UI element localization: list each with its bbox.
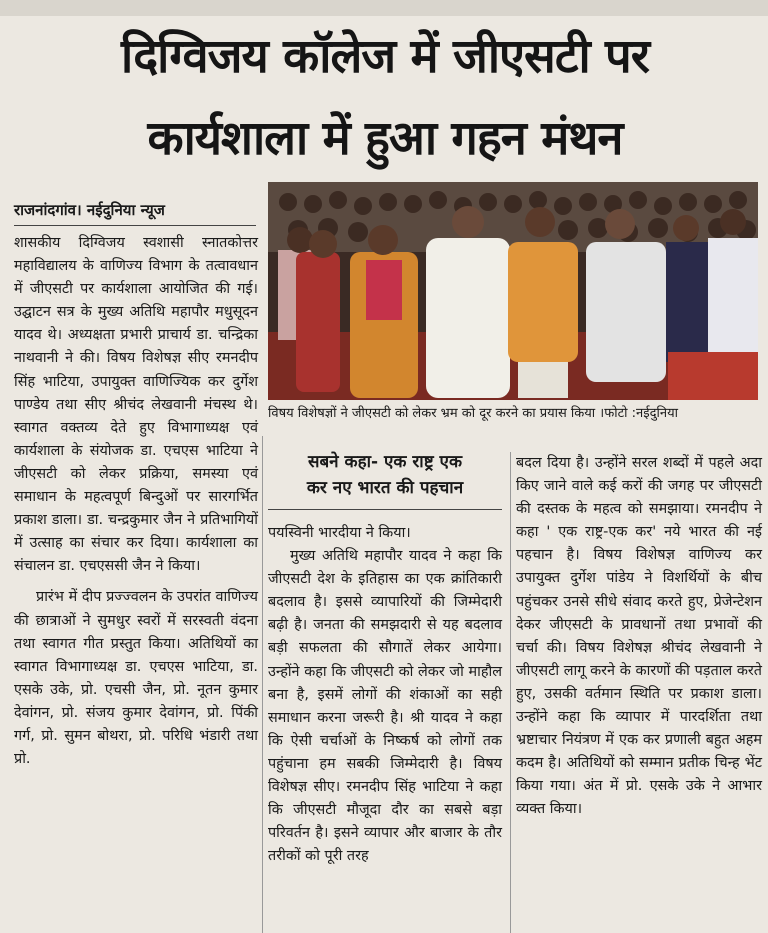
subheadline: [268, 449, 502, 501]
column-1-paragraph-1: शासकीय दिग्विजय स्वशासी स्नातकोत्तर महाविद्यालय के वाणिज्य विभाग के तत्वावधान में जीएसटी पर कार्यशाला आयोजित की गई। उद्घाटन सत्र के मुख्य अतिथि महापौर मधुसूदन यादव थे। अध्यक्षता प्रभारी प्राचार्य डा. चन्द्रिका नाथवानी ने की। विषय विशेषज्ञ सीए रमनदीप सिंह भाटिया, उपायुक्त वाणिज्यिक कर दुर्गेश पाण्डेय तथा सीए श्रीचंद लेखवानी मंचस्थ थे। स्वागत वक्तव्य देते हुए विभागाध्यक्ष एवं कार्यशाला के संयोजक डा. एचएस भाटिया ने जीएसटी को लेकर प्रक्रिया, समस्या एवं समाधान के महत्वपूर्ण बिन्दुओं पर सारगर्भित प्रकाश डाला। डा. चन्द्रकुमार जैन ने प्रतिभागियों में उत्साह का संचार कर दिया। कार्यशाला का संचालन डा. एचएससी जैन ने किया।: [14, 235, 258, 575]
dateline-rule: [14, 225, 256, 226]
column-1-paragraph-2: प्रारंभ में दीप प्रज्ज्वलन के उपरांत वाणिज्य की छात्राओं ने सुमधुर स्वरों में सरस्वती वंदना तथा स्वागत गीत प्रस्तुत किया। अतिथियों का स्वागत विभागाध्यक्ष डा. एचएस भाटिया, डा. एसके उके, प्रो. एचसी जैन, प्रो. नूतन कुमार देवांगन, प्रो. संजय कुमार देवांगन, प्रो. पिंकी गर्ग, प्रो. सुमन बोथरा, प्रो. परिधि भंडारी तथा प्रो.: [14, 589, 258, 768]
photo-caption: विषय विशेषज्ञों ने जीएसटी को लेकर भ्रम को दूर करने का प्रयास किया ।फोटो :नईदुनिया: [268, 406, 679, 421]
headline: [10, 16, 760, 180]
column-2-paragraph-2: मुख्य अतिथि महापौर यादव ने कहा कि जीएसटी देश के इतिहास का एक क्रांतिकारी बदलाव है। इससे व्यापारियों की जिम्मेदारी बढ़ी है। जनता की समझदारी से यह बदलाव बड़ी सफलता की सौगातें लेकर आयेगा। उन्होंने कहा कि जीएसटी को लेकर जो माहौल बना है, इसमें लोगों की शंकाओं का सही समाधान करना जरूरी है। श्री यादव ने कहा कि ऐसी चर्चाओं के निष्कर्ष को लोगों तक पहुंचाना हम सबकी जिम्मेदारी है। विषय विशेषज्ञ सीए। रमनदीप सिंह भाटिया ने कहा कि जीएसटी मौजूदा दौर का सबसे बड़ा परिवर्तन है। इसने व्यापार और बाजार के तौर तरीकों को पूरी तरह: [268, 548, 502, 865]
headline-line-2: कार्यशाला में हुआ गहन मंथन: [147, 111, 623, 166]
dateline: राजनांदगांव। नईदुनिया न्यूज: [14, 201, 165, 219]
page-top-strip: [0, 0, 768, 16]
column-divider-1: [262, 436, 263, 933]
article-column-3: [516, 452, 762, 822]
headline-line-1: दिग्विजय कॉलेज में जीएसटी पर: [121, 29, 649, 84]
column-3-paragraph-1: बदल दिया है। उन्होंने सरल शब्दों में पहले अदा किए जाने वाले कई करों की जगह पर जीएसटी की दस्तक के महत्व को समझाया। रमनदीप ने कहा ' एक राष्ट्र-एक कर' नये भारत की नई पहचान है। विषय विशेषज्ञ वाणिज्य कर उपायुक्त दुर्गेश पांडेय ने विशर्थियों के बीच पहुंचकर उनसे सीधे संवाद करते हुए, प्रेजेन्टेशन देकर जीएसटी के प्रावधानों तथा प्रभावों की चर्चा की। विषय विशेषज्ञ श्रीचंद लेखवानी ने जीएसटी लागू करने के कारणों की पड़ताल करते हुए, उसकी वर्तमान स्थिति पर प्रकाश डाला। उन्होंने कहा कि व्यापार में पारदर्शिता तथा भ्रष्टाचार नियंत्रण में एक कर प्रणाली बहुत अहम कदम है। अतिथियों को सम्मान प्रतीक चिन्ह भेंट किया गया। अंत में प्रो. एसके उके ने आभार व्यक्त किया।: [516, 455, 762, 818]
column-2-paragraph-1: पयस्विनी भारदीया ने किया।: [268, 525, 411, 541]
article-column-2: [268, 522, 502, 868]
subheadline-line-1: सबने कहा- एक राष्ट्र एक: [307, 452, 463, 472]
subheadline-rule: [268, 509, 502, 510]
subheadline-line-2: कर नए भारत की पहचान: [306, 478, 464, 498]
column-divider-2: [510, 452, 511, 933]
event-photo: [268, 182, 758, 400]
article-column-1: [14, 232, 258, 771]
